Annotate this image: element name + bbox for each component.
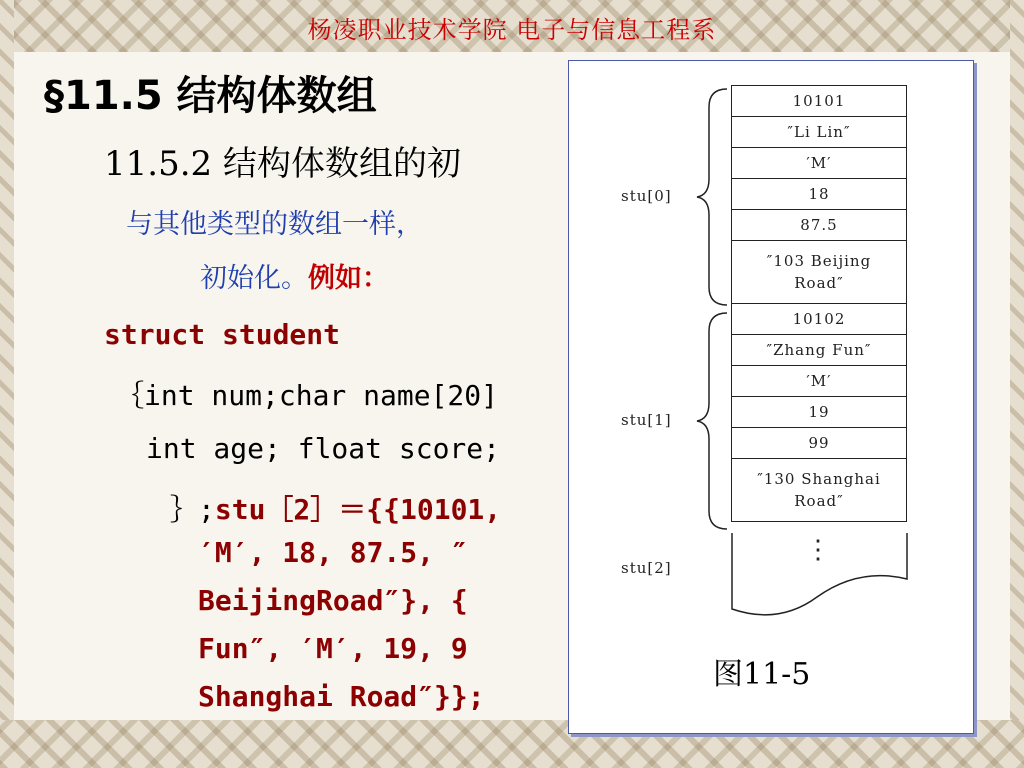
- example-label: 例如：: [308, 263, 389, 294]
- code-line-struct: struct student: [104, 318, 341, 351]
- cell-sex-1: ′M′: [732, 366, 906, 397]
- label-stu2: stu[2]: [621, 559, 672, 577]
- cell-name-1: ″Zhang Fun″: [732, 335, 906, 366]
- ellipsis-mark: ⋮: [805, 535, 831, 565]
- subsection-title: 11.5.2 结构体数组的初: [104, 144, 461, 184]
- cell-num-1: 10102: [732, 304, 906, 335]
- cell-num-0: 10101: [732, 86, 906, 117]
- cell-age-0: 18: [732, 179, 906, 210]
- code-line-values-3: Fun″, ′M′, 19, 9: [198, 632, 468, 665]
- code-line-init: [170, 488, 501, 528]
- section-title: §11.5 结构体数组: [44, 73, 377, 119]
- cell-age-1: 19: [732, 397, 906, 428]
- cell-addr-1: ″130 Shanghai Road″: [732, 459, 906, 522]
- label-stu1: stu[1]: [621, 411, 672, 429]
- decorative-border-right: [1010, 0, 1024, 768]
- code-line-members-2: int age; float score;: [146, 432, 501, 465]
- cell-name-0: ″Li Lin″: [732, 117, 906, 148]
- struct-array-figure: [568, 60, 974, 734]
- cell-score-1: 99: [732, 428, 906, 459]
- code-stu-decl: stu［2］＝{{10101,: [214, 493, 502, 526]
- cell-score-0: 87.5: [732, 210, 906, 241]
- brace-stu1: [697, 313, 727, 529]
- intro-line-1: 与其他类型的数组一样，: [126, 209, 423, 240]
- code-line-values-2: BeijingRoad″}, {: [198, 584, 468, 617]
- brace-stu0: [697, 89, 727, 305]
- cell-sex-0: ′M′: [732, 148, 906, 179]
- code-closing-brace: ｝;: [170, 493, 215, 526]
- label-stu0: stu[0]: [621, 187, 672, 205]
- decorative-border-left: [0, 0, 14, 768]
- code-line-values-1: ′M′, 18, 87.5, ″: [198, 536, 468, 569]
- code-line-values-4: Shanghai Road″}};: [198, 680, 485, 713]
- memory-layout-table: [731, 85, 907, 522]
- intro-line-2-prefix: 初始化。: [200, 263, 308, 294]
- header-title: 杨凌职业技术学院 电子与信息工程系: [307, 16, 717, 44]
- cell-addr-0: ″103 Beijing Road″: [732, 241, 906, 304]
- code-line-members-1: ｛int num;char name[20]: [116, 379, 499, 412]
- figure-caption: 图11-5: [713, 657, 811, 692]
- intro-line-2: [200, 256, 389, 295]
